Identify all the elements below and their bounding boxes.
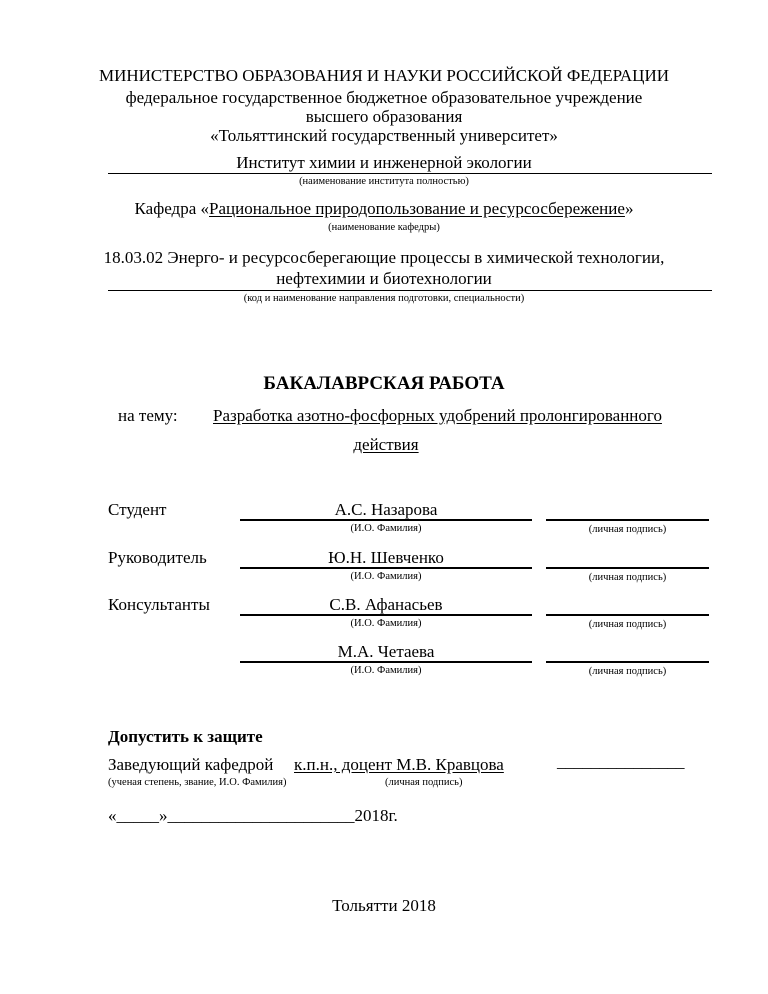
direction-line2: нефтехимии и биотехнологии <box>276 269 492 288</box>
head-caption-left: (ученая степень, звание, И.О. Фамилия) <box>108 777 287 788</box>
role-student: Студент <box>108 500 167 519</box>
admission-heading: Допустить к защите <box>108 727 263 746</box>
institute-caption: (наименование института полностью) <box>299 176 469 187</box>
department-suffix: » <box>624 199 634 218</box>
topic-line2: действия <box>353 435 419 454</box>
name-caption-supervisor: (И.О. Фамилия) <box>350 571 422 582</box>
name-line-supervisor <box>240 567 532 569</box>
direction-rule <box>108 290 712 291</box>
sign-line-consultant-1 <box>546 614 709 616</box>
institution-type: федеральное государственное бюджетное образовательное учреждение <box>125 88 643 107</box>
name-caption-consultant-1: (И.О. Фамилия) <box>350 618 422 629</box>
sign-caption-consultant-1: (личная подпись) <box>588 619 667 630</box>
work-type-title: БАКАЛАВРСКАЯ РАБОТА <box>263 373 505 394</box>
department-line <box>0 199 768 219</box>
name-line-consultant-2 <box>240 661 532 663</box>
sign-line-consultant-2 <box>546 661 709 663</box>
name-line-student <box>240 519 532 521</box>
name-caption-consultant-2: (И.О. Фамилия) <box>350 665 422 676</box>
department-prefix: Кафедра « <box>134 199 209 218</box>
sign-caption-student: (личная подпись) <box>588 524 667 535</box>
person-name-consultant-2: М.А. Четаева <box>337 642 435 661</box>
head-label: Заведующий кафедрой <box>108 755 274 774</box>
topic-label: на тему: <box>118 406 178 425</box>
person-name-supervisor: Ю.Н. Шевченко <box>328 548 444 567</box>
sign-caption-consultant-2: (личная подпись) <box>588 666 667 677</box>
person-name-consultant-1: С.В. Афанасьев <box>329 595 443 614</box>
sign-line-supervisor <box>546 567 709 569</box>
sign-caption-supervisor: (личная подпись) <box>588 572 667 583</box>
date-line: «_____»______________________2018г. <box>108 806 398 825</box>
role-supervisor: Руководитель <box>108 548 207 567</box>
head-sign-line: _______________ <box>557 752 685 771</box>
institute-rule <box>108 173 712 174</box>
direction-line1: 18.03.02 Энерго- и ресурсосберегающие процессы в химической технологии, <box>103 248 665 267</box>
name-line-consultant-1 <box>240 614 532 616</box>
education-level: высшего образования <box>305 107 463 126</box>
head-caption-right: (личная подпись) <box>385 777 463 788</box>
head-value: к.п.н., доцент М.В. Кравцова <box>294 755 504 774</box>
ministry-title: МИНИСТЕРСТВО ОБРАЗОВАНИЯ И НАУКИ РОССИЙСКОЙ ФЕДЕРАЦИИ <box>98 66 670 85</box>
department-name: Рациональное природопользование и ресурсосбережение <box>209 199 625 218</box>
institute-name: Институт химии и инженерной экологии <box>236 153 532 172</box>
university-name: «Тольяттинский государственный университет» <box>210 126 558 145</box>
name-caption-student: (И.О. Фамилия) <box>350 523 422 534</box>
sign-line-student <box>546 519 709 521</box>
topic-line1: Разработка азотно-фосфорных удобрений пролонгированного <box>213 406 662 425</box>
role-consultants: Консультанты <box>108 595 210 614</box>
person-name-student: А.С. Назарова <box>334 500 438 519</box>
department-caption: (наименование кафедры) <box>328 222 440 233</box>
direction-caption: (код и наименование направления подготовки, специальности) <box>243 293 525 304</box>
city-year: Тольятти 2018 <box>332 896 436 915</box>
